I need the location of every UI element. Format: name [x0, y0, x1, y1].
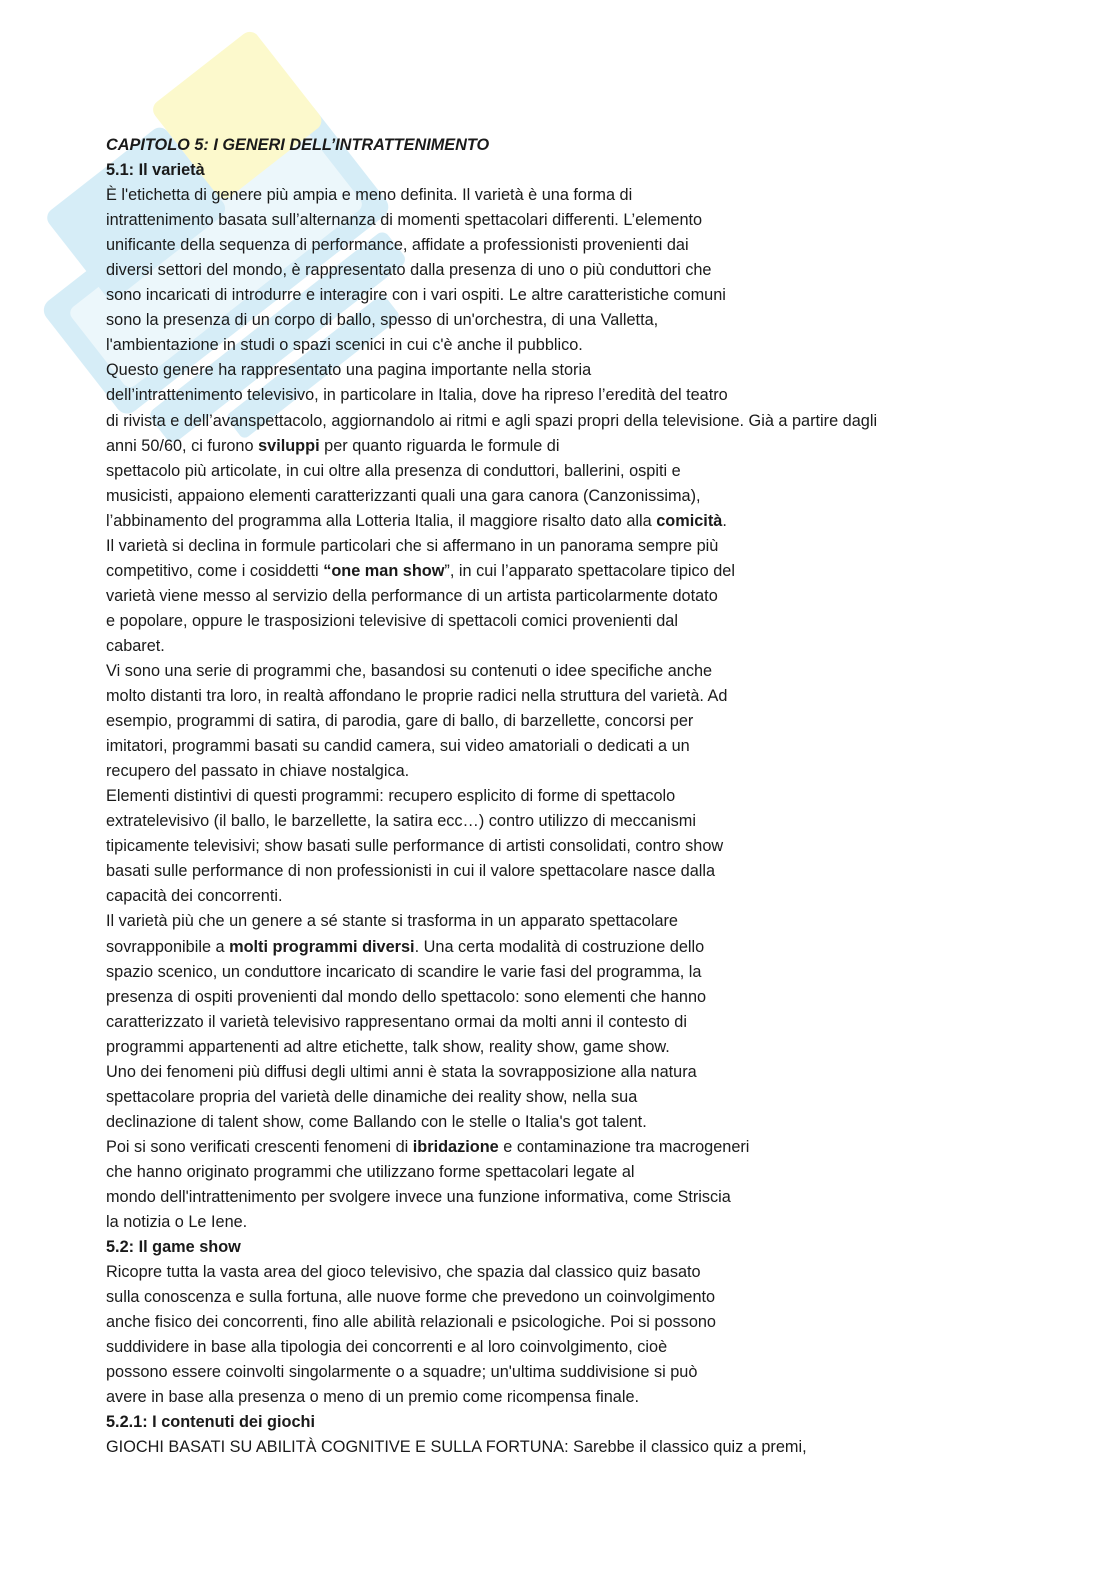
bold-term: “one man show	[323, 561, 445, 580]
text-line: anni 50/60, ci furono sviluppi per quanto riguarda le formule di	[106, 436, 560, 455]
text-line: Il varietà si declina in formule particolari che si affermano in un panorama sempre più	[106, 536, 719, 555]
text-line: musicisti, appaiono elementi caratterizzanti quali una gara canora (Canzonissima),	[106, 486, 701, 505]
text-line: intrattenimento basata sull’alternanza di momenti spettacolari differenti. L’elemento	[106, 211, 703, 230]
text-line: Vi sono una serie di programmi che, basandosi su contenuti o idee specifiche anche	[106, 661, 713, 680]
text-line: che hanno originato programmi che utilizzano forme spettacolari legate al	[106, 1162, 635, 1181]
text-line: l’abbinamento del programma alla Lotteria Italia, il maggiore risalto dato alla comicità.	[106, 511, 727, 530]
bold-term: sviluppi	[258, 436, 320, 455]
text-line: suddividere in base alla tipologia dei concorrenti e al loro coinvolgimento, cioè	[106, 1338, 668, 1357]
text-line: sovrapponibile a molti programmi diversi. Una certa modalità di costruzione dello	[106, 937, 705, 956]
text-line: recupero del passato in chiave nostalgica.	[106, 762, 410, 781]
text-line: capacità dei concorrenti.	[106, 887, 283, 906]
text-line: spettacolo più articolate, in cui oltre alla presenza di conduttori, ballerini, ospiti e	[106, 461, 681, 480]
document-body	[106, 133, 1096, 1460]
text-line: sulla conoscenza e sulla fortuna, alle nuove forme che prevedono un coinvolgimento	[106, 1288, 716, 1307]
text-line: declinazione di talent show, come Ballando con le stelle o Italia's got talent.	[106, 1112, 647, 1131]
text-line: sono incaricati di introdurre e interagire con i vari ospiti. Le altre caratteristiche comuni	[106, 286, 726, 305]
subsection-heading: 5.2.1: I contenuti dei giochi	[106, 1413, 315, 1432]
bold-term: molti programmi diversi	[229, 937, 415, 956]
text-line: Il varietà più che un genere a sé stante si trasforma in un apparato spettacolare	[106, 912, 678, 931]
section-heading: 5.1: Il varietà	[106, 161, 205, 180]
text-line: spettacolare propria del varietà delle dinamiche dei reality show, nella sua	[106, 1087, 638, 1106]
text-line: e popolare, oppure le trasposizioni televisive di spettacoli comici provenienti dal	[106, 611, 678, 630]
text-line: Poi si sono verificati crescenti fenomeni di ibridazione e contaminazione tra macrogeneri	[106, 1137, 750, 1156]
text-line: caratterizzato il varietà televisivo rappresentano ormai da molti anni il contesto di	[106, 1012, 687, 1031]
text-line: tipicamente televisivi; show basati sulle performance di artisti consolidati, contro show	[106, 837, 724, 856]
text-line: GIOCHI BASATI SU ABILITÀ COGNITIVE E SULLA FORTUNA: Sarebbe il classico quiz a premi,	[106, 1438, 807, 1457]
text-line: imitatori, programmi basati su candid camera, sui video amatoriali o dedicati a un	[106, 737, 690, 756]
text-line: sono la presenza di un corpo di ballo, spesso di un'orchestra, di una Valletta,	[106, 311, 659, 330]
text-line: Uno dei fenomeni più diffusi degli ultimi anni è stata la sovrapposizione alla natura	[106, 1062, 697, 1081]
text-line: possono essere coinvolti singolarmente o a squadre; un'ultima suddivisione si può	[106, 1363, 698, 1382]
text-line: presenza di ospiti provenienti dal mondo dello spettacolo: sono elementi che hanno	[106, 987, 707, 1006]
bold-term: comicità	[656, 511, 723, 530]
bold-term: ibridazione	[412, 1137, 499, 1156]
text-line: avere in base alla presenza o meno di un premio come ricompensa finale.	[106, 1388, 640, 1407]
text-line: diversi settori del mondo, è rappresentato dalla presenza di uno o più conduttori che	[106, 261, 712, 280]
text-line: cabaret.	[106, 636, 165, 655]
text-line: Ricopre tutta la vasta area del gioco televisivo, che spazia dal classico quiz basato	[106, 1263, 701, 1282]
text-line: basati sulle performance di non professionisti in cui il valore spettacolare nasce dalla	[106, 862, 716, 881]
text-line: È l'etichetta di genere più ampia e meno definita. Il varietà è una forma di	[106, 186, 633, 205]
text-line: spazio scenico, un conduttore incaricato di scandire le varie fasi del programma, la	[106, 962, 702, 981]
chapter-title: CAPITOLO 5: I GENERI DELL’INTRATTENIMENTO	[106, 136, 490, 154]
section-heading: 5.2: Il game show	[106, 1238, 241, 1257]
text-line: Elementi distintivi di questi programmi: recupero esplicito di forme di spettacolo	[106, 787, 676, 806]
text-line: programmi appartenenti ad altre etichette, talk show, reality show, game show.	[106, 1037, 670, 1056]
text-line: mondo dell'intrattenimento per svolgere invece una funzione informativa, come Striscia	[106, 1187, 731, 1206]
text-line: anche fisico dei concorrenti, fino alle abilità relazionali e psicologiche. Poi si possono	[106, 1313, 716, 1332]
text-line: la notizia o Le Iene.	[106, 1213, 248, 1232]
text-line: Questo genere ha rappresentato una pagina importante nella storia	[106, 361, 592, 380]
text-line: di rivista e dell’avanspettacolo, aggiornandolo ai ritmi e agli spazi propri della televisione. Già a partire dagli	[106, 411, 878, 430]
text-line: extratelevisivo (il ballo, le barzellette, la satira ecc…) contro utilizzo di meccanismi	[106, 812, 696, 831]
text-line: esempio, programmi di satira, di parodia, gare di ballo, di barzellette, concorsi per	[106, 712, 694, 731]
text-line: molto distanti tra loro, in realtà affondano le proprie radici nella struttura del varietà. Ad	[106, 687, 728, 706]
text-line: varietà viene messo al servizio della performance di un artista particolarmente dotato	[106, 586, 718, 605]
text-line: l'ambientazione in studi o spazi scenici in cui c'è anche il pubblico.	[106, 336, 583, 355]
text-line: dell’intrattenimento televisivo, in particolare in Italia, dove ha ripreso l’eredità del teatro	[106, 386, 728, 405]
text-line: competitivo, come i cosiddetti “one man show”, in cui l’apparato spettacolare tipico del	[106, 561, 735, 580]
text-line: unificante della sequenza di performance, affidate a professionisti provenienti dai	[106, 236, 689, 255]
